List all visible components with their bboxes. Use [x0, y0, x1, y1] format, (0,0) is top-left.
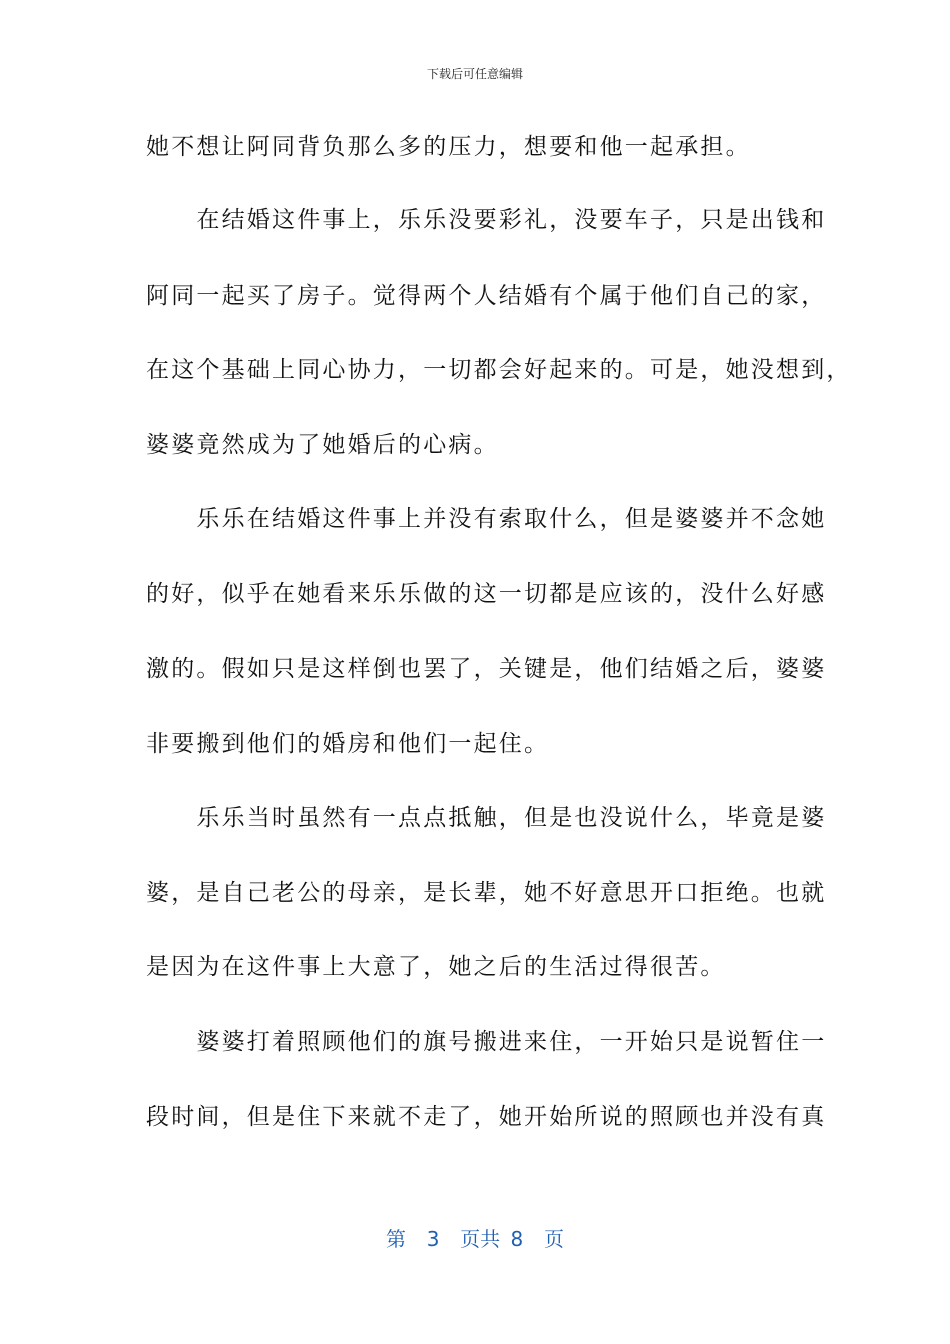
page-number-label: 第 3 页共 8 页 [386, 1227, 564, 1251]
body-line: 在这个基础上同心协力，一切都会好起来的。可是，她没想到， [146, 357, 852, 383]
body-line: 她不想让阿同背负那么多的压力，想要和他一起承担。 [146, 134, 751, 160]
body-line: 乐乐在结婚这件事上并没有索取什么，但是婆婆并不念她 [146, 506, 827, 532]
body-line: 乐乐当时虽然有一点点抵触，但是也没说什么，毕竟是婆 [146, 805, 827, 831]
body-line: 段时间，但是住下来就不走了，她开始所说的照顾也并没有真 [146, 1104, 827, 1130]
body-line: 的好，似乎在她看来乐乐做的这一切都是应该的，没什么好感 [146, 581, 827, 607]
body-line: 是因为在这件事上大意了，她之后的生活过得很苦。 [146, 954, 726, 980]
body-line: 婆，是自己老公的母亲，是长辈，她不好意思开口拒绝。也就 [146, 880, 827, 906]
body-line: 激的。假如只是这样倒也罢了，关键是，他们结婚之后，婆婆 [146, 656, 827, 682]
body-line: 婆婆竟然成为了她婚后的心病。 [146, 432, 499, 458]
page-footer [0, 1226, 950, 1252]
body-line: 非要搬到他们的婚房和他们一起住。 [146, 731, 550, 757]
body-line: 在结婚这件事上，乐乐没要彩礼，没要车子，只是出钱和 [146, 207, 827, 233]
page-header-note: 下载后可任意编辑 [426, 67, 523, 81]
body-line: 阿同一起买了房子。觉得两个人结婚有个属于他们自己的家， [146, 283, 827, 309]
body-line: 婆婆打着照顾他们的旗号搬进来住，一开始只是说暂住一 [146, 1029, 827, 1055]
